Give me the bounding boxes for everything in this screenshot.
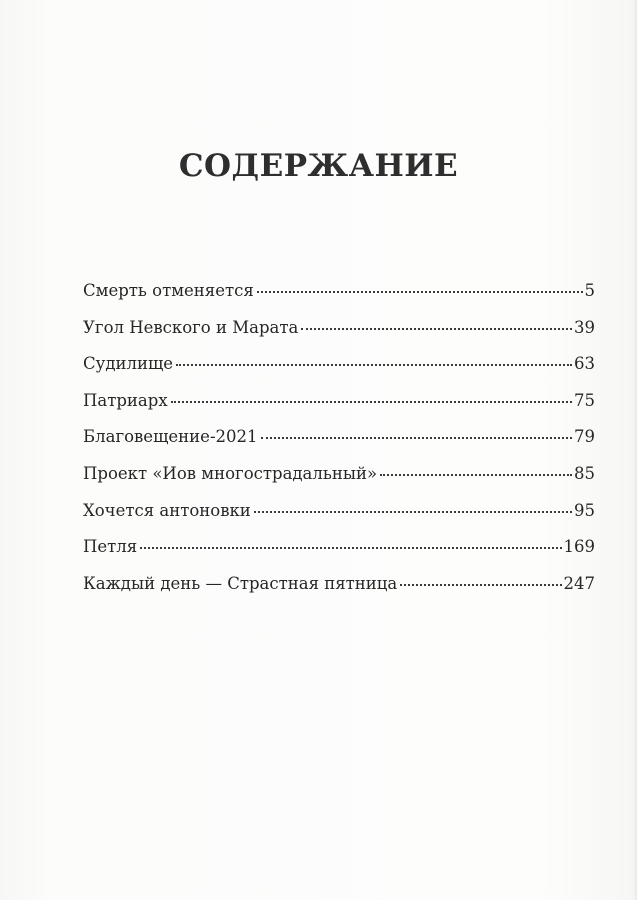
toc-entry bbox=[83, 574, 595, 611]
toc-entry bbox=[83, 427, 595, 464]
toc-entry-page: 39 bbox=[574, 317, 595, 337]
toc-entry-page: 75 bbox=[574, 390, 595, 410]
toc-entry bbox=[83, 281, 595, 318]
toc-entry-title: Благовещение-2021 bbox=[83, 427, 258, 447]
toc-leader-dots bbox=[171, 401, 572, 403]
toc-leader-dots bbox=[400, 584, 561, 586]
toc-entry-title: Хочется антоновки bbox=[83, 500, 251, 520]
toc-entry-page: 247 bbox=[563, 573, 595, 593]
toc-entry-title: Петля bbox=[83, 537, 138, 557]
toc-entry-page: 63 bbox=[574, 354, 595, 374]
toc-leader-dots bbox=[380, 474, 572, 476]
toc-entry bbox=[83, 391, 595, 428]
toc-entry bbox=[83, 501, 595, 538]
toc-leader-dots bbox=[261, 437, 572, 439]
toc-entry-page: 79 bbox=[574, 427, 595, 447]
toc-leader-dots bbox=[301, 328, 572, 330]
toc-heading: СОДЕРЖАНИЕ bbox=[178, 148, 459, 184]
toc-leader-dots bbox=[140, 547, 561, 549]
toc-leader-dots bbox=[257, 291, 583, 293]
toc-entry bbox=[83, 354, 595, 391]
toc-entry bbox=[83, 464, 595, 501]
toc-entry-page: 169 bbox=[563, 537, 595, 557]
toc-entry-title: Судилище bbox=[83, 354, 174, 374]
toc-list bbox=[83, 281, 595, 610]
toc-entry-title: Угол Невского и Марата bbox=[83, 317, 299, 337]
toc-entry-title: Проект «Иов многострадальный» bbox=[83, 463, 378, 483]
toc-entry-title: Каждый день — Страстная пятница bbox=[83, 573, 398, 593]
toc-leader-dots bbox=[176, 364, 572, 366]
toc-entry bbox=[83, 318, 595, 355]
toc-entry-page: 5 bbox=[584, 281, 595, 300]
toc-entry-title: Патриарх bbox=[83, 390, 168, 410]
toc-leader-dots bbox=[254, 511, 572, 513]
toc-entry bbox=[83, 537, 595, 574]
toc-entry-page: 95 bbox=[574, 500, 595, 520]
page-edge-shadow bbox=[633, 0, 637, 900]
toc-entry-page: 85 bbox=[574, 463, 595, 483]
toc-entry-title: Смерть отменяется bbox=[83, 281, 254, 300]
